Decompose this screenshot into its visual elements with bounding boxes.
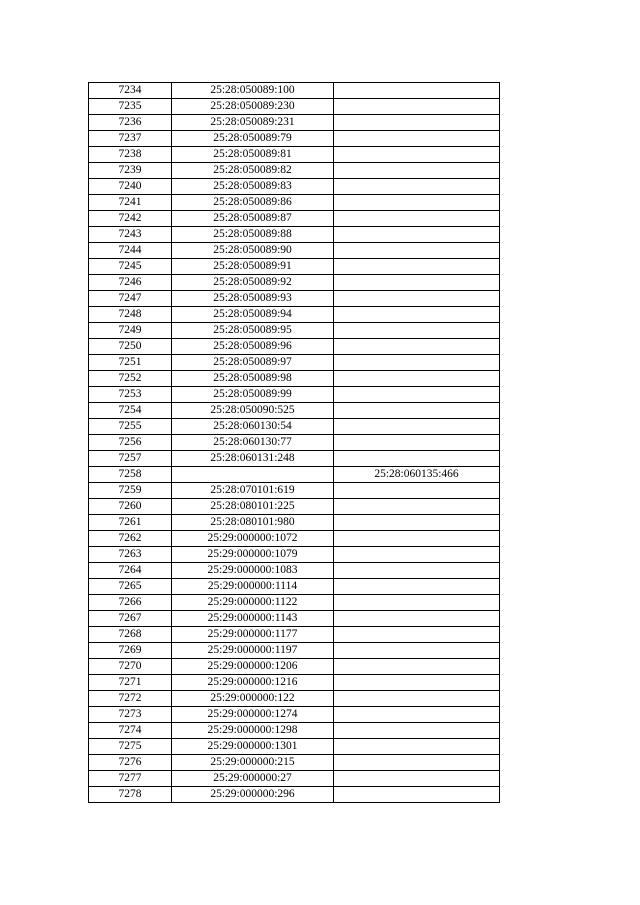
row-number-cell: 7273 xyxy=(89,707,172,723)
table-row xyxy=(89,259,500,275)
cadastral-number-cell: 25:28:060130:77 xyxy=(172,435,334,451)
row-number-cell: 7269 xyxy=(89,643,172,659)
row-number-cell: 7257 xyxy=(89,451,172,467)
cadastral-number-cell: 25:28:050089:79 xyxy=(172,131,334,147)
table-row xyxy=(89,227,500,243)
alt-cadastral-number-cell xyxy=(334,99,500,115)
cadastral-number-cell: 25:29:000000:1143 xyxy=(172,611,334,627)
cadastral-number-cell: 25:29:000000:1083 xyxy=(172,563,334,579)
table-row xyxy=(89,115,500,131)
table-row xyxy=(89,675,500,691)
row-number-cell: 7259 xyxy=(89,483,172,499)
alt-cadastral-number-cell xyxy=(334,147,500,163)
row-number-cell: 7252 xyxy=(89,371,172,387)
table-row xyxy=(89,515,500,531)
alt-cadastral-number-cell xyxy=(334,755,500,771)
alt-cadastral-number-cell xyxy=(334,643,500,659)
alt-cadastral-number-cell xyxy=(334,499,500,515)
table-row xyxy=(89,483,500,499)
table-row xyxy=(89,195,500,211)
row-number-cell: 7236 xyxy=(89,115,172,131)
cadastral-number-cell: 25:28:050090:525 xyxy=(172,403,334,419)
row-number-cell: 7263 xyxy=(89,547,172,563)
alt-cadastral-number-cell xyxy=(334,515,500,531)
table-row xyxy=(89,291,500,307)
row-number-cell: 7262 xyxy=(89,531,172,547)
cadastral-number-cell: 25:28:050089:81 xyxy=(172,147,334,163)
cadastral-number-cell: 25:28:050089:100 xyxy=(172,83,334,99)
cadastral-number-cell: 25:29:000000:1072 xyxy=(172,531,334,547)
cadastral-number-cell: 25:29:000000:122 xyxy=(172,691,334,707)
cadastral-number-cell: 25:28:050089:90 xyxy=(172,243,334,259)
cadastral-number-cell: 25:28:050089:94 xyxy=(172,307,334,323)
table-row xyxy=(89,787,500,803)
alt-cadastral-number-cell xyxy=(334,387,500,403)
cadastral-number-cell: 25:29:000000:1216 xyxy=(172,675,334,691)
row-number-cell: 7255 xyxy=(89,419,172,435)
row-number-cell: 7275 xyxy=(89,739,172,755)
alt-cadastral-number-cell xyxy=(334,611,500,627)
row-number-cell: 7277 xyxy=(89,771,172,787)
table-row xyxy=(89,531,500,547)
alt-cadastral-number-cell xyxy=(334,547,500,563)
table-row xyxy=(89,163,500,179)
table-row xyxy=(89,99,500,115)
table-row xyxy=(89,611,500,627)
cadastral-number-cell: 25:29:000000:1079 xyxy=(172,547,334,563)
row-number-cell: 7278 xyxy=(89,787,172,803)
table-row xyxy=(89,659,500,675)
alt-cadastral-number-cell xyxy=(334,179,500,195)
alt-cadastral-number-cell xyxy=(334,579,500,595)
row-number-cell: 7247 xyxy=(89,291,172,307)
cadastral-number-cell: 25:29:000000:1274 xyxy=(172,707,334,723)
alt-cadastral-number-cell xyxy=(334,227,500,243)
table-row xyxy=(89,83,500,99)
cadastral-number-cell: 25:28:080101:225 xyxy=(172,499,334,515)
alt-cadastral-number-cell xyxy=(334,787,500,803)
table-row xyxy=(89,451,500,467)
cadastral-number-cell: 25:28:050089:230 xyxy=(172,99,334,115)
table-row xyxy=(89,387,500,403)
alt-cadastral-number-cell xyxy=(334,355,500,371)
row-number-cell: 7238 xyxy=(89,147,172,163)
alt-cadastral-number-cell xyxy=(334,291,500,307)
row-number-cell: 7237 xyxy=(89,131,172,147)
row-number-cell: 7266 xyxy=(89,595,172,611)
alt-cadastral-number-cell xyxy=(334,243,500,259)
alt-cadastral-number-cell xyxy=(334,659,500,675)
row-number-cell: 7268 xyxy=(89,627,172,643)
alt-cadastral-number-cell xyxy=(334,483,500,499)
table-row xyxy=(89,339,500,355)
alt-cadastral-number-cell xyxy=(334,195,500,211)
cadastral-number-cell: 25:28:050089:97 xyxy=(172,355,334,371)
cadastral-number-cell: 25:28:050089:231 xyxy=(172,115,334,131)
cadastral-number-cell: 25:28:070101:619 xyxy=(172,483,334,499)
row-number-cell: 7258 xyxy=(89,467,172,483)
table-row xyxy=(89,595,500,611)
row-number-cell: 7265 xyxy=(89,579,172,595)
alt-cadastral-number-cell xyxy=(334,275,500,291)
alt-cadastral-number-cell xyxy=(334,307,500,323)
row-number-cell: 7254 xyxy=(89,403,172,419)
table-row xyxy=(89,275,500,291)
alt-cadastral-number-cell xyxy=(334,531,500,547)
cadastral-number-cell: 25:29:000000:296 xyxy=(172,787,334,803)
alt-cadastral-number-cell xyxy=(334,563,500,579)
row-number-cell: 7239 xyxy=(89,163,172,179)
row-number-cell: 7271 xyxy=(89,675,172,691)
alt-cadastral-number-cell xyxy=(334,339,500,355)
table-body xyxy=(89,83,500,803)
cadastral-number-cell: 25:29:000000:1122 xyxy=(172,595,334,611)
alt-cadastral-number-cell xyxy=(334,419,500,435)
alt-cadastral-number-cell xyxy=(334,451,500,467)
row-number-cell: 7243 xyxy=(89,227,172,243)
cadastral-number-cell: 25:29:000000:1114 xyxy=(172,579,334,595)
table-row xyxy=(89,131,500,147)
cadastral-number-cell: 25:29:000000:27 xyxy=(172,771,334,787)
row-number-cell: 7248 xyxy=(89,307,172,323)
table-row xyxy=(89,771,500,787)
cadastral-number-cell: 25:28:050089:95 xyxy=(172,323,334,339)
alt-cadastral-number-cell: 25:28:060135:466 xyxy=(334,467,500,483)
cadastral-number-cell: 25:29:000000:1298 xyxy=(172,723,334,739)
alt-cadastral-number-cell xyxy=(334,211,500,227)
table-row xyxy=(89,755,500,771)
table-row xyxy=(89,467,500,483)
table-row xyxy=(89,723,500,739)
table-row xyxy=(89,739,500,755)
table-row xyxy=(89,179,500,195)
table-row xyxy=(89,563,500,579)
table-row xyxy=(89,355,500,371)
cadastral-number-cell: 25:29:000000:1177 xyxy=(172,627,334,643)
cadastral-number-table xyxy=(88,82,500,803)
row-number-cell: 7261 xyxy=(89,515,172,531)
alt-cadastral-number-cell xyxy=(334,707,500,723)
row-number-cell: 7267 xyxy=(89,611,172,627)
alt-cadastral-number-cell xyxy=(334,627,500,643)
alt-cadastral-number-cell xyxy=(334,323,500,339)
cadastral-number-cell: 25:29:000000:1301 xyxy=(172,739,334,755)
row-number-cell: 7253 xyxy=(89,387,172,403)
table-row xyxy=(89,211,500,227)
table-row xyxy=(89,147,500,163)
row-number-cell: 7264 xyxy=(89,563,172,579)
row-number-cell: 7234 xyxy=(89,83,172,99)
row-number-cell: 7260 xyxy=(89,499,172,515)
row-number-cell: 7244 xyxy=(89,243,172,259)
row-number-cell: 7242 xyxy=(89,211,172,227)
row-number-cell: 7240 xyxy=(89,179,172,195)
row-number-cell: 7245 xyxy=(89,259,172,275)
cadastral-number-cell: 25:28:050089:91 xyxy=(172,259,334,275)
alt-cadastral-number-cell xyxy=(334,83,500,99)
alt-cadastral-number-cell xyxy=(334,723,500,739)
cadastral-number-cell: 25:28:060130:54 xyxy=(172,419,334,435)
cadastral-number-cell xyxy=(172,467,334,483)
cadastral-number-cell: 25:28:060131:248 xyxy=(172,451,334,467)
cadastral-number-cell: 25:28:050089:99 xyxy=(172,387,334,403)
row-number-cell: 7251 xyxy=(89,355,172,371)
table-row xyxy=(89,691,500,707)
cadastral-number-cell: 25:28:080101:980 xyxy=(172,515,334,531)
table-row xyxy=(89,499,500,515)
cadastral-number-cell: 25:28:050089:88 xyxy=(172,227,334,243)
alt-cadastral-number-cell xyxy=(334,595,500,611)
cadastral-number-cell: 25:28:050089:87 xyxy=(172,211,334,227)
cadastral-number-cell: 25:28:050089:93 xyxy=(172,291,334,307)
row-number-cell: 7249 xyxy=(89,323,172,339)
alt-cadastral-number-cell xyxy=(334,371,500,387)
cadastral-number-cell: 25:29:000000:215 xyxy=(172,755,334,771)
cadastral-number-cell: 25:29:000000:1206 xyxy=(172,659,334,675)
row-number-cell: 7276 xyxy=(89,755,172,771)
alt-cadastral-number-cell xyxy=(334,131,500,147)
alt-cadastral-number-cell xyxy=(334,675,500,691)
cadastral-number-cell: 25:28:050089:92 xyxy=(172,275,334,291)
table-row xyxy=(89,579,500,595)
table-row xyxy=(89,307,500,323)
row-number-cell: 7270 xyxy=(89,659,172,675)
cadastral-number-cell: 25:28:050089:86 xyxy=(172,195,334,211)
table-row xyxy=(89,435,500,451)
alt-cadastral-number-cell xyxy=(334,771,500,787)
row-number-cell: 7274 xyxy=(89,723,172,739)
row-number-cell: 7250 xyxy=(89,339,172,355)
table-row xyxy=(89,323,500,339)
row-number-cell: 7246 xyxy=(89,275,172,291)
alt-cadastral-number-cell xyxy=(334,163,500,179)
cadastral-number-cell: 25:29:000000:1197 xyxy=(172,643,334,659)
alt-cadastral-number-cell xyxy=(334,691,500,707)
alt-cadastral-number-cell xyxy=(334,435,500,451)
cadastral-number-cell: 25:28:050089:98 xyxy=(172,371,334,387)
alt-cadastral-number-cell xyxy=(334,115,500,131)
row-number-cell: 7272 xyxy=(89,691,172,707)
cadastral-number-cell: 25:28:050089:96 xyxy=(172,339,334,355)
row-number-cell: 7256 xyxy=(89,435,172,451)
table-row xyxy=(89,643,500,659)
cadastral-number-cell: 25:28:050089:82 xyxy=(172,163,334,179)
table-row xyxy=(89,627,500,643)
alt-cadastral-number-cell xyxy=(334,259,500,275)
alt-cadastral-number-cell xyxy=(334,739,500,755)
alt-cadastral-number-cell xyxy=(334,403,500,419)
table-row xyxy=(89,403,500,419)
cadastral-number-cell: 25:28:050089:83 xyxy=(172,179,334,195)
table-row xyxy=(89,419,500,435)
row-number-cell: 7241 xyxy=(89,195,172,211)
table-row xyxy=(89,707,500,723)
row-number-cell: 7235 xyxy=(89,99,172,115)
table-row xyxy=(89,371,500,387)
table-row xyxy=(89,243,500,259)
table-row xyxy=(89,547,500,563)
